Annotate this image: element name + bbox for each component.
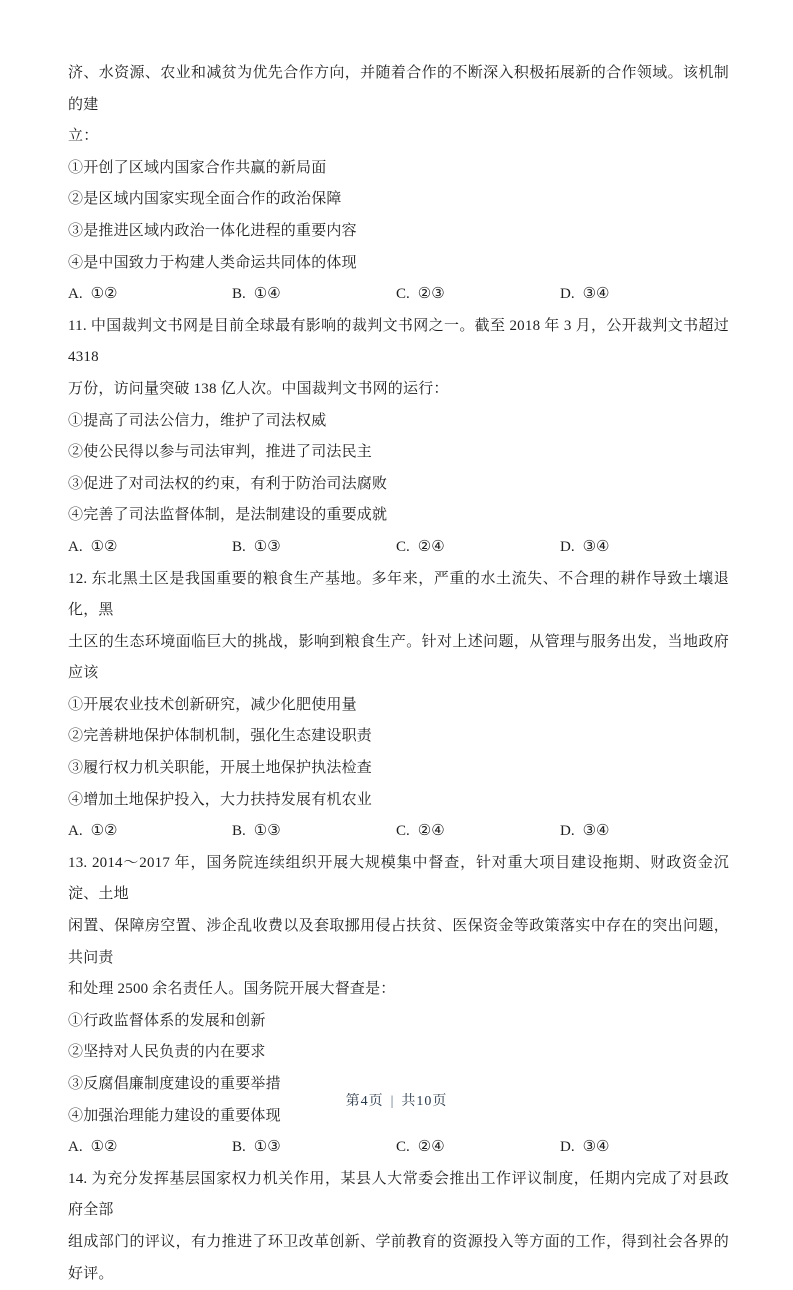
answer-option-a [68,816,232,848]
option-value: ①② [90,286,118,303]
question-stem-line: 组成部门的评议，有力推进了环卫改革创新、学前教育的资源投入等方面的工作，得到社会各界的好评。 [68,1233,729,1282]
option-value: ①④ [253,286,281,303]
footer-separator: | [390,1094,395,1109]
answer-options-row [68,816,729,848]
answer-option-c [396,1132,560,1164]
choice-line: ①开展农业技术创新研究，减少化肥使用量 [68,696,357,713]
choice-line: ④加强治理能力建设的重要体现 [68,1107,281,1124]
option-value: ③④ [582,823,610,840]
choice-line: ①提高了司法公信力，维护了司法权威 [68,412,327,429]
option-value: ①③ [253,823,281,840]
option-letter: A. [68,823,83,840]
choice-line: ①行政监督体系的发展和创新 [68,1012,266,1029]
footer-total-pages: 共10页 [401,1094,448,1109]
option-letter: D. [560,823,575,840]
answer-option-a [68,1132,232,1164]
option-letter: D. [560,286,575,303]
choice-line: ④是中国致力于构建人类命运共同体的体现 [68,254,357,271]
answer-option-c [396,816,560,848]
option-letter: A. [68,1139,83,1156]
footer-page-number: 第4页 [345,1094,384,1109]
option-value: ③④ [582,1139,610,1156]
choice-line: ④完善了司法监督体制，是法制建设的重要成就 [68,507,388,524]
answer-option-b [232,1132,396,1164]
option-value: ①② [90,1139,118,1156]
choice-line: ②完善耕地保护体制机制，强化生态建设职责 [68,728,373,745]
question-14-partial [68,1164,729,1290]
choice-line: ③反腐倡廉制度建设的重要举措 [68,1076,281,1092]
question-stem-line: 万份，访问量突破 138 亿人次。中国裁判文书网的运行： [68,380,449,397]
option-value: ③④ [582,286,610,303]
option-letter: D. [560,1139,575,1156]
answer-options-row [68,279,729,311]
choice-line: ②使公民得以参与司法审判，推进了司法民主 [68,444,373,461]
choice-line: ④增加土地保护投入，大力扶持发展有机农业 [68,791,373,808]
question-stem-line: 济、水资源、农业和减贫为优先合作方向，并随着合作的不断深入积极拓展新的合作领域。该机制的建 [68,65,729,113]
question-stem-line: 闲置、保障房空置、涉企乱收费以及套取挪用侵占扶贫、医保资金等政策落实中存在的突出问题，共问责 [68,918,729,966]
answer-option-b [232,816,396,848]
option-value: ②④ [417,1139,445,1156]
question-11 [68,311,733,564]
question-12 [68,564,729,848]
answer-options-row [68,1132,729,1164]
option-value: ②④ [417,538,445,555]
answer-option-d [560,279,724,311]
question-13 [68,848,729,1164]
choice-line: ③是推进区域内政治一体化进程的重要内容 [68,222,357,239]
question-10-partial [68,58,729,311]
page-footer [0,1090,793,1110]
answer-option-a [68,532,232,564]
option-value: ③④ [582,538,610,555]
option-letter: C. [396,538,410,555]
answer-option-b [232,279,396,311]
answer-option-d [560,816,724,848]
answer-option-b [232,532,396,564]
option-value: ②③ [417,286,445,303]
option-value: ①② [90,538,118,555]
option-letter: D. [560,538,575,555]
answer-option-c [396,279,560,311]
question-stem-line: 土区的生态环境面临巨大的挑战，影响到粮食生产。针对上述问题，从管理与服务出发，当地政府应该 [68,633,729,682]
answer-option-d [560,1132,724,1164]
choice-line: ③履行权力机关职能，开展土地保护执法检查 [68,760,373,777]
question-stem-line: 12. 东北黑土区是我国重要的粮食生产基地。多年来，严重的水土流失、不合理的耕作导致土壤退化，黑 [68,570,729,619]
answer-option-c [396,532,560,564]
option-letter: B. [232,1139,246,1156]
option-letter: B. [232,538,246,555]
option-letter: B. [232,286,246,303]
option-letter: C. [396,286,410,303]
option-value: ②④ [417,823,445,840]
question-stem-line: 立： [68,128,99,145]
question-stem-line: 13. 2014～2017 年，国务院连续组织开展大规模集中督查，针对重大项目建设拖期、财政资金沉淀、土地 [68,854,729,903]
option-letter: B. [232,823,246,840]
option-letter: C. [396,823,410,840]
option-letter: A. [68,286,83,303]
option-letter: C. [396,1139,410,1156]
option-letter: A. [68,538,83,555]
option-value: ①③ [253,1139,281,1156]
option-value: ①② [90,823,118,840]
choice-line: ③促进了对司法权的约束，有利于防治司法腐败 [68,475,388,492]
choice-line: ②是区域内国家实现全面合作的政治保障 [68,191,342,208]
answer-option-d [560,532,724,564]
answer-options-row [68,532,729,564]
question-stem-line: 11. 中国裁判文书网是目前全球最有影响的裁判文书网之一。截至 2018 年 3 月，公开裁判文书超过 4318 [68,317,733,366]
option-value: ①③ [253,538,281,555]
answer-option-a [68,279,232,311]
choice-line: ①开创了区域内国家合作共赢的新局面 [68,159,327,176]
question-stem-line: 14. 为充分发挥基层国家权力机关作用，某县人大常委会推出工作评议制度，任期内完成了对县政府全部 [68,1170,729,1219]
question-stem-line: 和处理 2500 余名责任人。国务院开展大督查是： [68,981,396,998]
choice-line: ②坚持对人民负责的内在要求 [68,1044,266,1061]
